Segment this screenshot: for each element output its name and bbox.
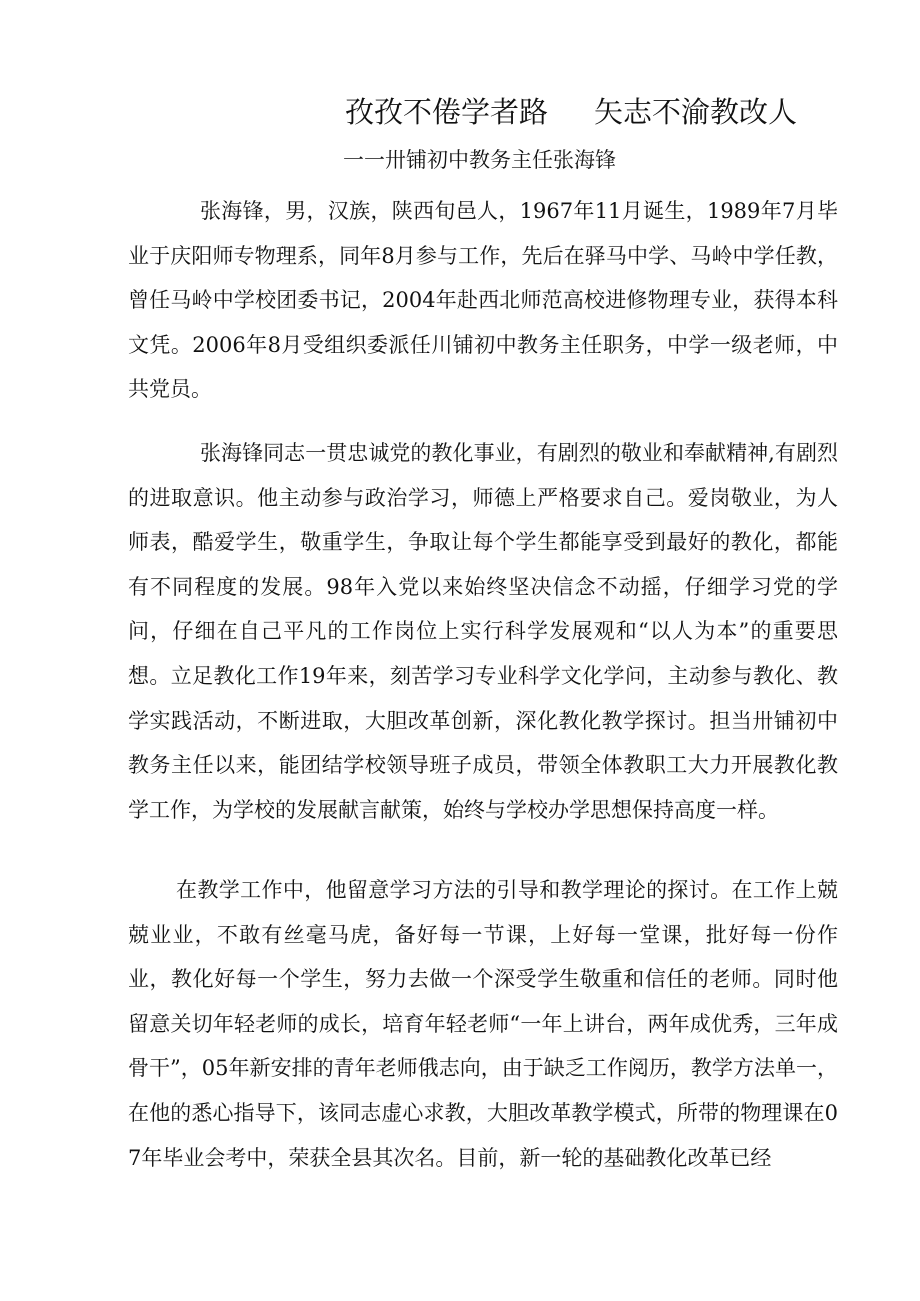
paragraph-1: 张海锋，男，汉族，陕西旬邑人，1967年11月诞生，1989年7月毕业于庆阳师专物理系，同年8月参与工作，先后在驿马中学、马岭中学任教，曾任马岭中学校团委书记，2004年赴西北师范高校进修物理专业，获得本科文凭。2006年8月受组织委派任川铺初中教务主任职务，中学一级老师，中共党员。 xyxy=(128,199,838,402)
document-title xyxy=(345,92,797,132)
paragraph-3-block xyxy=(128,868,838,1180)
title-part-2: 矢志不渝教改人 xyxy=(594,95,798,129)
paragraph-1-block xyxy=(128,189,838,412)
title-part-1: 孜孜不倦学者路 xyxy=(345,95,549,129)
paragraph-2: 张海锋同志一贯忠诚党的教化事业，有剧烈的敬业和奉献精神,有剧烈的进取意识。他主动参与政治学习，师德上严格要求自己。爱岗敬业，为人师表，酷爱学生，敬重学生，争取让每个学生都能享受到最好的教化，都能有不同程度的发展。98年入党以来始终坚决信念不动摇，仔细学习党的学问，仔细在自己平凡的工作岗位上实行科学发展观和“以人为本”的重要思想。立足教化工作19年来，刻苦学习专业科学文化学问，主动参与教化、教学实践活动，不断进取，大胆改革创新，深化教化教学探讨。担当卅铺初中教务主任以来，能团结学校领导班子成员，带领全体教职工大力开展教化教学工作，为学校的发展献言献策，始终与学校办学思想保持高度一样。 xyxy=(128,441,838,822)
paragraph-3: 在教学工作中，他留意学习方法的引导和教学理论的探讨。在工作上兢兢业业，不敢有丝毫马虎，备好每一节课，上好每一堂课，批好每一份作业，教化好每一个学生，努力去做一个深受学生敬重和信任的老师。同时他留意关切年轻老师的成长，培育年轻老师“一年上讲台，两年成优秀，三年成骨干”，05年新安排的青年老师俄志向，由于缺乏工作阅历，教学方法单一，在他的悉心指导下，该同志虚心求教，大胆改革教学模式，所带的物理课在07年毕业会考中，荣获全县其次名。目前，新一轮的基础教化改革已经 xyxy=(128,878,838,1170)
paragraph-2-block xyxy=(128,431,838,832)
document-subtitle: 一一卅铺初中教务主任张海锋 xyxy=(343,148,616,172)
